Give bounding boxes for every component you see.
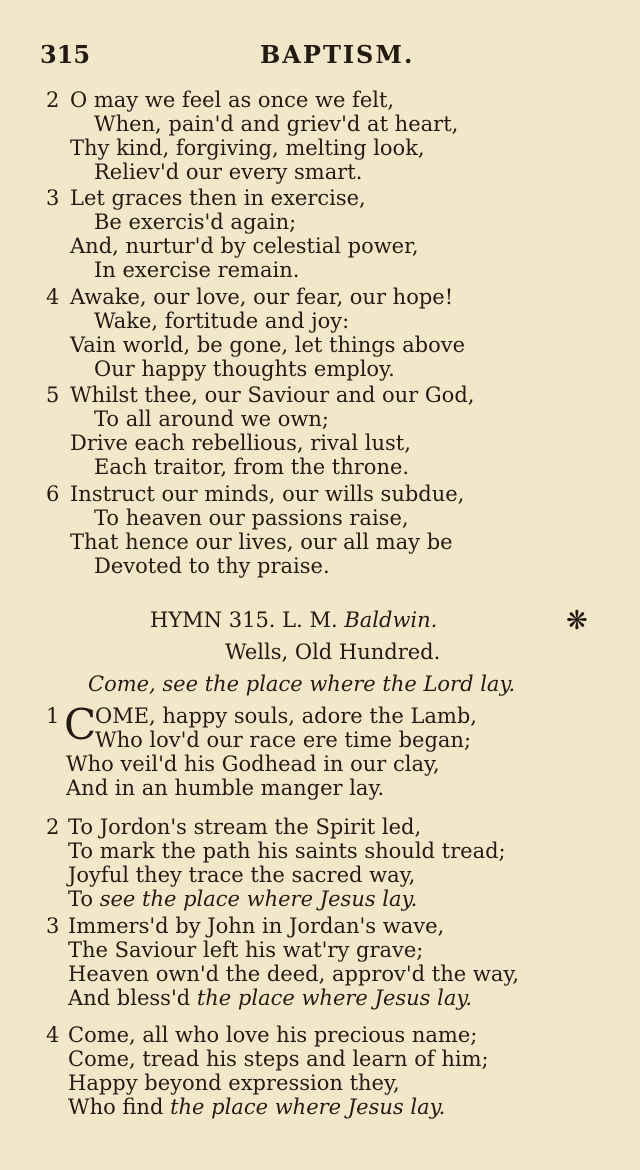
- verse-line: Immers'd by John in Jordan's wave,: [68, 914, 445, 938]
- running-head: BAPTISM.: [260, 40, 415, 69]
- verse-line: Drive each rebellious, rival lust,: [70, 431, 411, 455]
- verse-line: Whilst thee, our Saviour and our God,: [70, 383, 475, 407]
- verse-line: OME, happy souls, adore the Lamb,: [95, 704, 477, 728]
- hymn-number: HYMN 315. L. M.: [150, 608, 338, 632]
- tune-names: Wells, Old Hundred.: [225, 640, 441, 664]
- italic-phrase: the place where Jesus lay.: [196, 986, 473, 1010]
- verse-line: Who find the place where Jesus lay.: [68, 1095, 446, 1119]
- verse-number: 4: [46, 1023, 60, 1047]
- verse-number: 2: [46, 88, 60, 112]
- hymn-author: Baldwin.: [344, 608, 438, 632]
- hymn-heading: [150, 608, 437, 632]
- verse-line: Thy kind, forgiving, melting look,: [70, 136, 425, 160]
- verse-number: 4: [46, 285, 60, 309]
- verse-line: Happy beyond expression they,: [68, 1071, 400, 1095]
- italic-phrase: the place where Jesus lay.: [170, 1095, 446, 1119]
- italic-phrase: see the place where Jesus lay.: [99, 887, 418, 911]
- verse-line: Be exercis'd again;: [94, 210, 297, 234]
- verse-number: 5: [46, 383, 60, 407]
- verse-number: 3: [46, 186, 60, 210]
- verse-line: Each traitor, from the throne.: [94, 455, 410, 479]
- verse-line: Awake, our love, our fear, our hope!: [70, 285, 454, 309]
- verse-line: That hence our lives, our all may be: [70, 530, 453, 554]
- verse-line: To mark the path his saints should tread;: [68, 839, 506, 863]
- verse-line: Joyful they trace the sacred way,: [68, 863, 416, 887]
- verse-line: Come, all who love his precious name;: [68, 1023, 478, 1047]
- verse-line: Let graces then in exercise,: [70, 186, 366, 210]
- verse-line: Wake, fortitude and joy:: [94, 309, 350, 333]
- verse-line: To see the place where Jesus lay.: [68, 887, 418, 911]
- verse-line: When, pain'd and griev'd at heart,: [94, 112, 459, 136]
- verse-line: And, nurtur'd by celestial power,: [70, 234, 419, 258]
- verse-line: To all around we own;: [94, 407, 329, 431]
- verse-number: 6: [46, 482, 60, 506]
- verse-line: And in an humble manger lay.: [66, 776, 385, 800]
- verse-line: Instruct our minds, our wills subdue,: [70, 482, 465, 506]
- verse-number: 2: [46, 815, 60, 839]
- drop-cap: C: [64, 700, 97, 749]
- verse-line: Devoted to thy praise.: [94, 554, 330, 578]
- verse-line: Who lov'd our race ere time began;: [95, 728, 472, 752]
- verse-line: To heaven our passions raise,: [94, 506, 409, 530]
- verse-line: In exercise remain.: [94, 258, 300, 282]
- verse-number: 1: [46, 704, 60, 728]
- page-number: 315: [40, 40, 91, 69]
- verse-line: O may we feel as once we felt,: [70, 88, 395, 112]
- verse-line: Reliev'd our every smart.: [94, 160, 363, 184]
- verse-line: To Jordon's stream the Spirit led,: [68, 815, 422, 839]
- hymn-subtitle: Come, see the place where the Lord lay.: [88, 672, 516, 696]
- verse-line: The Saviour left his wat'ry grave;: [68, 938, 424, 962]
- verse-line: Who veil'd his Godhead in our clay,: [66, 752, 440, 776]
- verse-line: And bless'd the place where Jesus lay.: [68, 986, 473, 1010]
- verse-number: 3: [46, 914, 60, 938]
- verse-line: Vain world, be gone, let things above: [70, 333, 466, 357]
- verse-line: Heaven own'd the deed, approv'd the way,: [68, 962, 520, 986]
- verse-line: Our happy thoughts employ.: [94, 357, 395, 381]
- ornament-icon: ❋: [566, 606, 588, 636]
- verse-line: Come, tread his steps and learn of him;: [68, 1047, 489, 1071]
